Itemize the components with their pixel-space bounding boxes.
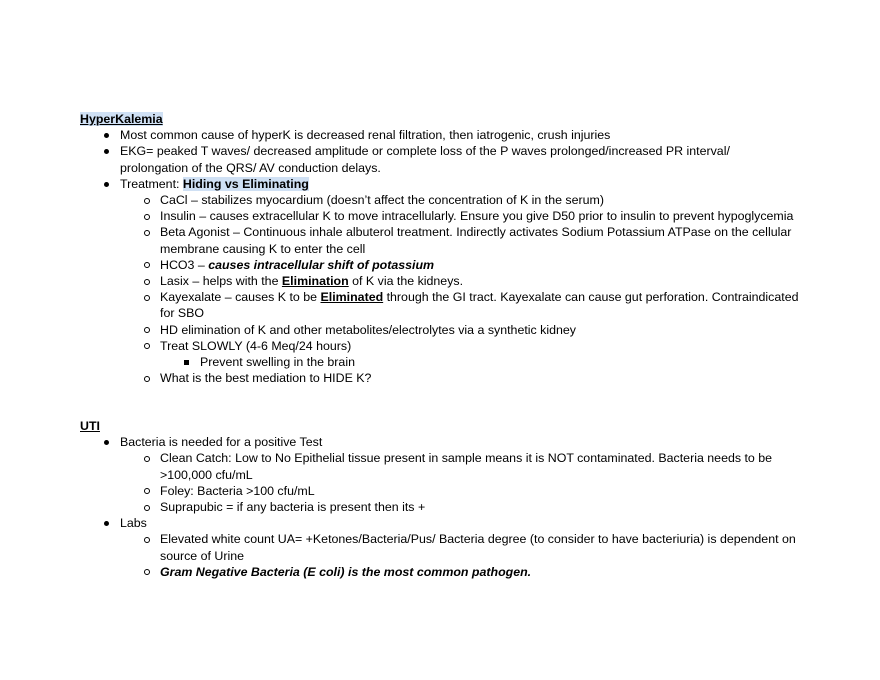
sub-list-item [80,273,800,289]
list-item [80,515,800,531]
sub-list-item [80,322,800,338]
emphasis-text: causes intracellular shift of potassium [208,257,435,272]
hyperkalemia-section [80,111,800,386]
sub-list-item [80,257,800,273]
sub-list-item-text: Treat SLOWLY (4-6 Meq/24 hours) [160,338,352,353]
sub-list-item [80,224,800,256]
sub-list-item-text: Lasix – helps with the [160,274,282,289]
treatment-label: Treatment: [120,176,183,191]
uti-section [80,418,800,580]
hyperkalemia-heading-text: HyperKalemia [80,112,163,126]
sub-list-item [80,370,800,386]
sub-list-item [80,338,800,354]
sub-list-item-text: through the GI tract. Kayexalate can cause gut perforation. Contraindicated for SBO [160,290,799,321]
list-item-text: Most common cause of hyperK is decreased renal filtration, then iatrogenic, crush injuries [120,128,611,143]
uti-list [80,434,800,580]
sub-list-item-text: Elevated white count UA= +Ketones/Bacteria/Pus/ Bacteria degree (to consider to have bacteriuria) is dependent on source of Urine [160,532,796,563]
uti-heading: UTI [80,419,100,433]
sub-list-item [80,192,800,208]
sub-list-item [80,208,800,224]
list-item-treatment [80,176,800,192]
emphasis-text: Gram Negative Bacteria (E coli) is the most common pathogen. [160,564,532,579]
sub-list-item-text: Insulin – causes extracellular K to move intracellularly. Ensure you give D50 prior to insulin to prevent hypoglycemia [160,209,794,224]
sub-list-item-text: What is the best mediation to HIDE K? [160,371,372,386]
sub-sub-list-item-text: Prevent swelling in the brain [200,355,355,370]
sub-sub-list-item [80,354,800,370]
list-item-text: EKG= peaked T waves/ decreased amplitude or complete loss of the P waves prolonged/increased PR interval/ prolongation of the QRS/ AV conduction delays. [120,144,730,175]
treatment-highlight: Hiding vs Eliminating [182,176,309,191]
sub-list-item [80,483,800,499]
emphasis-text: Eliminated [320,290,384,305]
sub-list-item [80,499,800,515]
list-item [80,143,800,175]
sub-list-item-text: Suprapubic = if any bacteria is present then its + [160,500,426,514]
sub-list-item [80,531,800,563]
sub-list-item [80,289,800,321]
hyperkalemia-list [80,127,800,386]
sub-list-item-text: Clean Catch: Low to No Epithelial tissue present in sample means it is NOT contaminated. Bacteria needs to be >100,000 cfu/mL [160,451,773,482]
sub-list-item [80,564,800,580]
list-item [80,127,800,143]
sub-list-item [80,450,800,482]
emphasis-text: Elimination [281,274,349,289]
sub-list-item-text: HCO3 – [160,257,209,272]
sub-list-item-text: HD elimination of K and other metabolites/electrolytes via a synthetic kidney [160,322,576,337]
sub-list-item-text: of K via the kidneys. [348,274,464,289]
sub-list-item-text: Kayexalate – causes K to be [160,290,321,305]
hyperkalemia-heading [80,111,800,127]
list-item-text: Bacteria is needed for a positive Test [120,435,323,450]
list-item-text: Labs [120,516,147,531]
sub-list-item-text: Foley: Bacteria >100 cfu/mL [160,483,315,498]
sub-list-item-text: CaCl – stabilizes myocardium (doesn’t affect the concentration of K in the serum) [160,193,604,207]
sub-list-item-text: Beta Agonist – Continuous inhale albuterol treatment. Indirectly activates Sodium Potassium ATPase on the cellular membrane causing K to enter the cell [160,225,792,256]
list-item [80,434,800,450]
